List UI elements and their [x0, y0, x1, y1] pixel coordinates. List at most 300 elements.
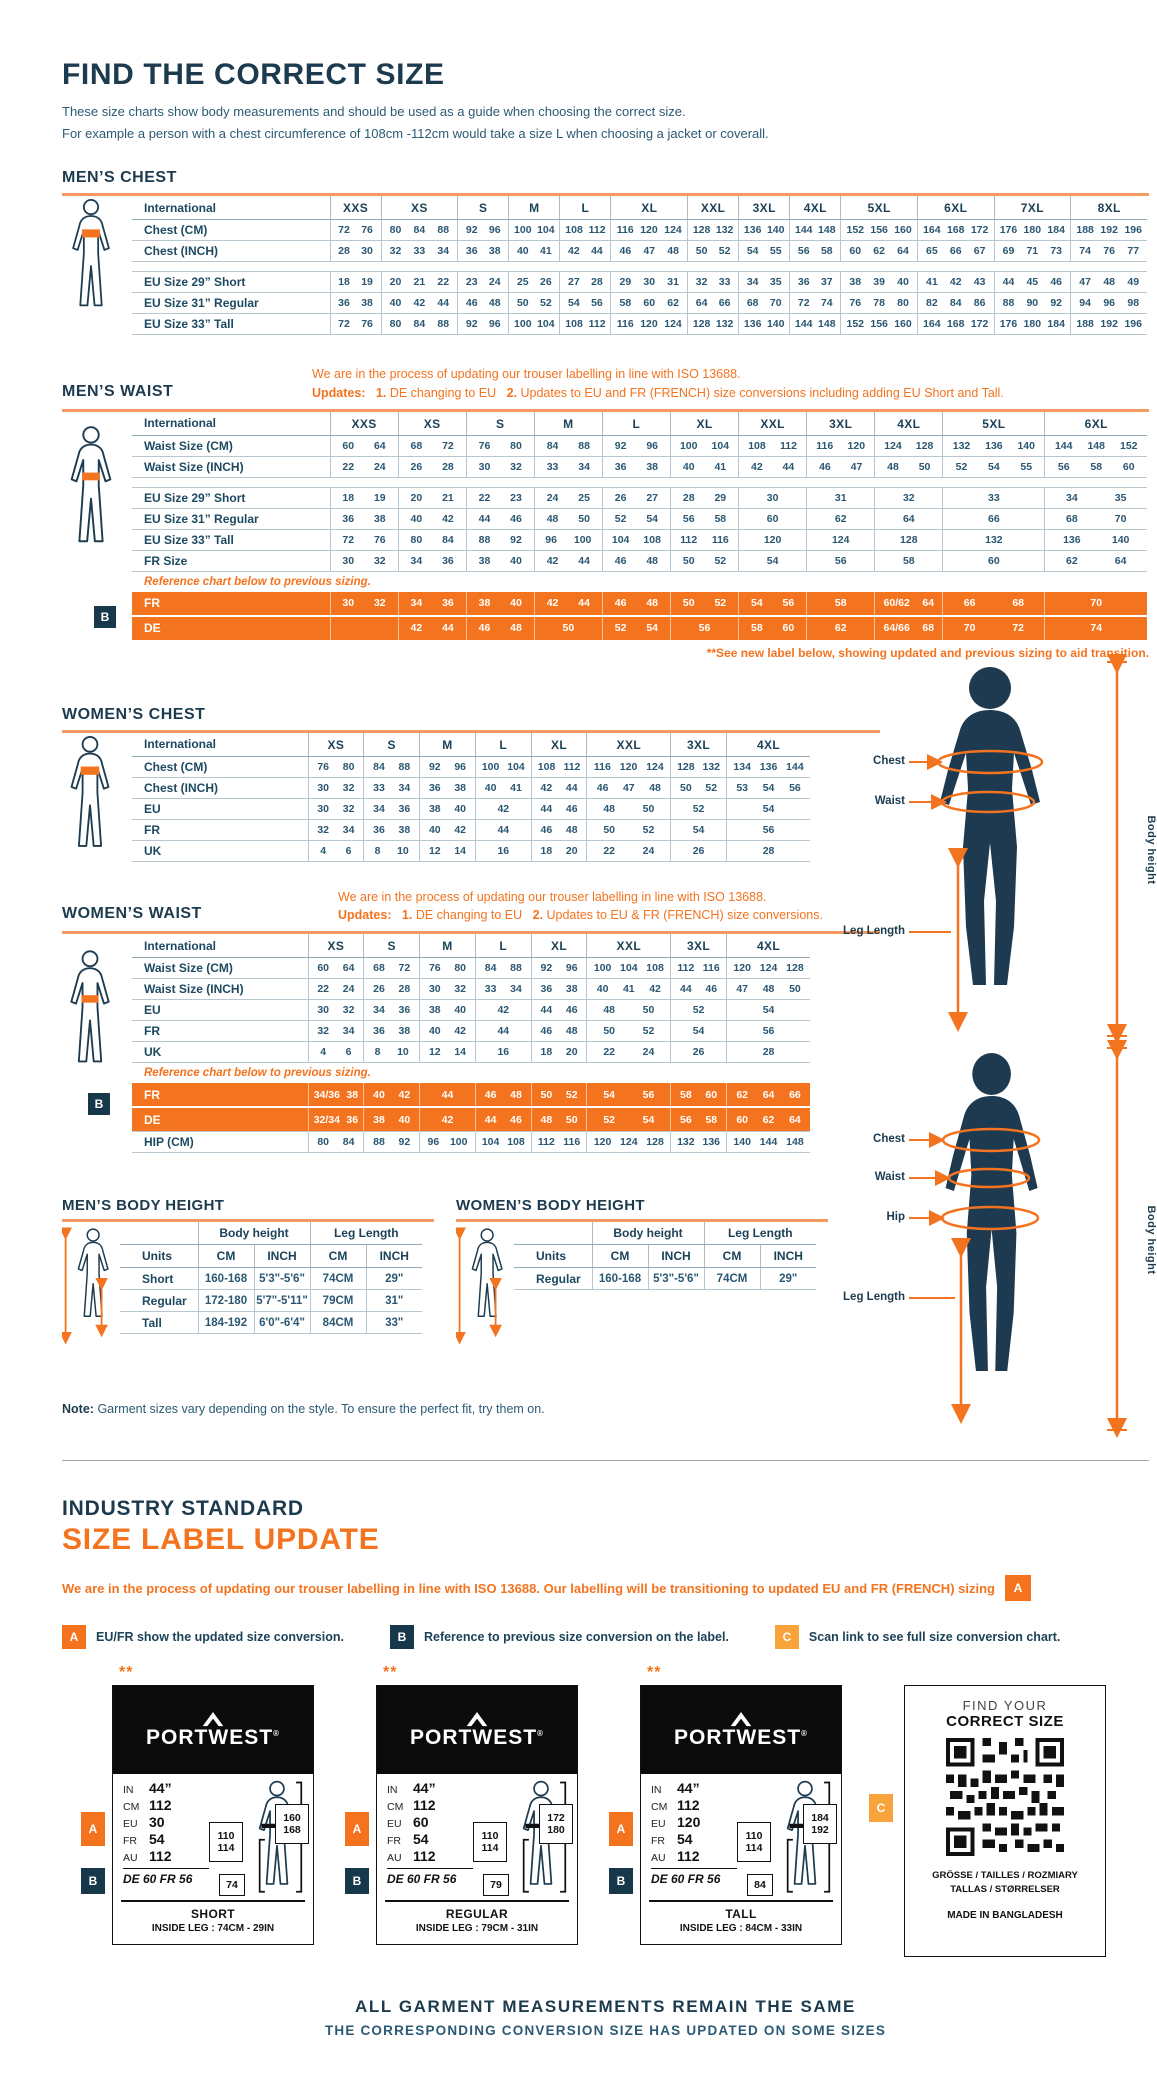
- size-cell: [308, 1132, 364, 1153]
- size-value: 20: [410, 491, 423, 504]
- row-label: DE: [132, 1107, 308, 1132]
- size-value: 140: [766, 318, 785, 330]
- size-value: 65: [926, 245, 938, 257]
- row-label: FR: [132, 819, 308, 840]
- size-cell: [739, 272, 790, 293]
- size-value: 41: [926, 276, 938, 288]
- size-value: 43: [973, 276, 986, 288]
- size-value: 56: [591, 297, 603, 309]
- row-label: UK: [132, 1042, 308, 1063]
- size-value: 116: [711, 533, 729, 546]
- size-value: 55: [1020, 460, 1033, 473]
- size-value: 70: [963, 622, 976, 634]
- size-value: 40: [510, 597, 522, 609]
- mens-chest-heading: MEN’S CHEST: [62, 169, 177, 186]
- column-header: XL: [670, 412, 738, 436]
- size-value: 56: [682, 512, 695, 525]
- size-value: 88: [1002, 297, 1015, 309]
- size-value: 44: [540, 802, 553, 815]
- size-cell: [364, 1042, 420, 1063]
- size-value: 56: [762, 1025, 775, 1037]
- table-row: Regular 172-180 5'7"-5'11" 79CM 31": [120, 1290, 422, 1312]
- size-value: 58: [834, 597, 847, 609]
- size-cell: [670, 529, 738, 550]
- table-row: [132, 477, 1147, 487]
- size-cell: [330, 272, 381, 293]
- size-cell: [917, 293, 994, 314]
- size-value: 48: [603, 1004, 615, 1016]
- size-value: 60: [988, 554, 1000, 567]
- table-row: [132, 456, 1147, 477]
- size-value: 136: [1063, 533, 1081, 546]
- size-value: 18: [540, 1046, 553, 1058]
- card-footer: TALL INSIDE LEG : 84CM - 33IN: [649, 1900, 833, 1934]
- size-cell: [398, 592, 466, 616]
- size-cell: [509, 272, 560, 293]
- size-value: 8: [374, 1046, 381, 1058]
- size-cell: [381, 220, 458, 241]
- size-value: 58: [820, 245, 833, 257]
- size-value: 10: [397, 1046, 409, 1058]
- size-value: 88: [478, 533, 491, 546]
- waist-measure-box: 110 114: [737, 1822, 771, 1862]
- made-in-text: MADE IN BANGLADESH: [947, 1909, 1063, 1921]
- size-cell: [466, 592, 534, 616]
- hip-label: Hip: [886, 1211, 905, 1223]
- size-value: 21: [442, 491, 454, 504]
- size-value: 66: [718, 297, 731, 309]
- size-value: 128: [786, 962, 804, 974]
- size-value: 50: [565, 1113, 578, 1126]
- column-header: M: [420, 934, 476, 958]
- size-value: 18: [338, 276, 350, 288]
- size-value: 128: [677, 760, 695, 773]
- row-label: Waist Size (INCH): [132, 979, 308, 1000]
- column-header: 5XL: [841, 196, 918, 220]
- size-value: 112: [780, 439, 797, 452]
- size-value: 32: [317, 823, 330, 836]
- size-value: 19: [373, 491, 386, 504]
- row-label: FR: [132, 1021, 308, 1042]
- male-figure-icon: [62, 415, 120, 565]
- header-row: [132, 412, 1147, 436]
- size-value: 42: [413, 297, 426, 309]
- size-cell: [875, 550, 943, 571]
- size-cell: [381, 314, 458, 335]
- legend-item-c: C Scan link to see full size conversion chart.: [775, 1625, 1060, 1649]
- size-value: 4: [320, 844, 327, 857]
- size-value: 46: [465, 297, 478, 309]
- size-value: 21: [413, 276, 426, 288]
- size-value: 19: [361, 276, 373, 288]
- size-cell: [475, 840, 531, 861]
- size-value: 164: [923, 224, 941, 236]
- size-cell: [587, 840, 671, 861]
- table-row: [132, 756, 810, 777]
- international-header: International: [132, 196, 330, 220]
- size-value: 34: [410, 597, 423, 609]
- size-value: 34: [746, 276, 759, 288]
- size-value: 56: [834, 554, 847, 567]
- size-value: 54: [988, 460, 1000, 473]
- womens-chest-heading: WOMEN’S CHEST: [62, 705, 206, 723]
- size-value: 26: [692, 844, 705, 857]
- size-value: 192: [1100, 318, 1118, 330]
- size-value: 80: [410, 533, 423, 546]
- size-value: 50: [789, 983, 801, 995]
- size-value: 92: [540, 962, 553, 974]
- reference-note: Reference chart below to previous sizing.: [132, 1063, 810, 1084]
- column-header: 4XL: [790, 196, 841, 220]
- size-value: 120: [593, 1136, 612, 1148]
- size-cell: [364, 1107, 420, 1132]
- row-label: EU Size 31” Regular: [132, 293, 330, 314]
- size-value: 38: [398, 1025, 411, 1037]
- size-cell: [466, 550, 534, 571]
- size-value: 74: [1079, 245, 1091, 257]
- size-value: 32: [510, 460, 522, 473]
- size-cell: [364, 756, 420, 777]
- size-value: 86: [973, 297, 986, 309]
- size-value: 52: [692, 802, 705, 815]
- column-header: XS: [308, 934, 364, 958]
- size-value: 96: [454, 760, 467, 773]
- size-cell: [364, 819, 420, 840]
- size-cell: [587, 1107, 671, 1132]
- size-value: 90: [1026, 297, 1039, 309]
- column-header: S: [364, 934, 420, 958]
- size-value: 64: [1114, 554, 1127, 567]
- row-label: FR: [132, 592, 330, 616]
- size-cell: [531, 819, 587, 840]
- size-cell: [671, 819, 727, 840]
- size-cell: [330, 508, 398, 529]
- size-cell: [670, 550, 738, 571]
- size-value: 104: [711, 439, 730, 452]
- size-value: 92: [428, 760, 441, 773]
- size-value: 120: [619, 760, 638, 773]
- size-value: 120: [733, 962, 751, 974]
- size-value: 73: [1050, 245, 1063, 257]
- label-cards-row: [88, 1664, 1149, 1957]
- size-value: 32: [342, 1004, 355, 1016]
- size-cell: [602, 529, 670, 550]
- size-value: 20: [565, 844, 578, 857]
- size-value: 36: [373, 1025, 385, 1037]
- size-cell: [475, 1132, 531, 1153]
- size-value: 44: [442, 622, 454, 634]
- size-value: 76: [361, 224, 373, 236]
- size-value: 28: [591, 276, 603, 288]
- size-value: 35: [769, 276, 782, 288]
- size-value: 22: [603, 844, 615, 857]
- column-header: S: [466, 412, 534, 436]
- size-cell: [841, 314, 918, 335]
- size-cell: [420, 840, 476, 861]
- size-fields: IN 44” CM 112 EU 30 FR 54 AU 112: [123, 1780, 172, 1864]
- body-height-label: Body height: [1145, 815, 1157, 885]
- size-value: 100: [514, 318, 532, 330]
- size-value: 36: [398, 1004, 411, 1016]
- size-value: 84: [413, 224, 426, 236]
- size-value: 196: [1124, 224, 1142, 236]
- size-value: 112: [680, 533, 698, 546]
- size-cell: [308, 777, 364, 798]
- size-value: 54: [603, 1088, 615, 1101]
- size-value: 80: [510, 439, 522, 452]
- size-value: 44: [478, 512, 491, 525]
- row-label: EU: [132, 798, 308, 819]
- size-cell: [875, 592, 943, 616]
- size-cell: [308, 1021, 364, 1042]
- size-value: 38: [398, 823, 411, 836]
- size-value: 60: [782, 622, 795, 634]
- size-cell: [1045, 529, 1147, 550]
- size-value: 36: [465, 245, 478, 257]
- size-cell: [364, 1083, 420, 1107]
- size-value: 25: [516, 276, 529, 288]
- size-value: 26: [614, 491, 627, 504]
- size-value: 53: [736, 781, 748, 794]
- size-value: 38: [428, 1004, 441, 1016]
- size-cell: [398, 435, 466, 456]
- size-cell: [364, 798, 420, 819]
- size-cell: [420, 1000, 476, 1021]
- size-value: 48: [546, 512, 559, 525]
- size-cell: [330, 529, 398, 550]
- size-value: 40: [596, 983, 609, 995]
- portwest-mark-icon: [464, 1712, 490, 1727]
- size-value: 22: [317, 983, 330, 995]
- size-value: 80: [389, 318, 402, 330]
- size-value: 69: [1002, 245, 1015, 257]
- size-value: 46: [510, 1113, 522, 1126]
- size-value: 132: [715, 224, 734, 236]
- size-cell: [994, 314, 1071, 335]
- industry-standard-heading: INDUSTRY STANDARD: [62, 1497, 304, 1520]
- size-cell: [531, 798, 587, 819]
- size-value: 32/34: [313, 1113, 340, 1126]
- portwest-logo: PORTWEST®: [113, 1686, 313, 1774]
- size-value: 76: [317, 760, 330, 773]
- table-row: [132, 1132, 810, 1153]
- size-value: 98: [1127, 297, 1140, 309]
- spacer-row: [132, 477, 1147, 487]
- row-label: HIP (CM): [132, 1132, 308, 1153]
- size-cell: [994, 220, 1071, 241]
- size-cell: [841, 272, 918, 293]
- size-value: 50: [680, 781, 692, 794]
- size-cell: [330, 293, 381, 314]
- size-value: 148: [818, 318, 836, 330]
- size-value: 54: [692, 1025, 705, 1037]
- size-value: 124: [831, 533, 850, 546]
- size-cell: [611, 220, 688, 241]
- size-value: 120: [763, 533, 782, 546]
- qr-code-icon: [946, 1738, 1064, 1856]
- size-cell: [509, 314, 560, 335]
- table-row: [132, 798, 810, 819]
- size-cell: [943, 487, 1045, 508]
- size-cell: [364, 958, 420, 979]
- size-cell: [943, 456, 1045, 477]
- size-cell: [466, 508, 534, 529]
- size-value: 38: [373, 512, 386, 525]
- size-value: 40: [454, 802, 467, 815]
- badge-b-icon: B: [390, 1625, 414, 1649]
- row-label: Chest (CM): [132, 756, 308, 777]
- group-leg-length: Leg Length: [704, 1222, 816, 1245]
- size-cell: [726, 1107, 810, 1132]
- table-row: [132, 1107, 810, 1132]
- size-value: 176: [999, 318, 1018, 330]
- column-header: 3XL: [671, 934, 727, 958]
- size-value: 42: [750, 460, 763, 473]
- size-value: 41: [622, 983, 635, 995]
- size-value: 48: [510, 1088, 522, 1101]
- iso-note: We are in the process of updating our trouser labelling in line with ISO 13688.: [338, 889, 767, 904]
- table-row: [132, 979, 810, 1000]
- size-value: 152: [1120, 439, 1138, 452]
- size-value: 112: [563, 760, 581, 773]
- size-cell: [739, 220, 790, 241]
- womens-body-height-heading: WOMEN’S BODY HEIGHT: [456, 1197, 645, 1214]
- womens-waist-heading: WOMEN’S WAIST: [62, 905, 202, 922]
- size-value: 48: [649, 781, 661, 794]
- size-value: 46: [614, 597, 627, 609]
- size-value: 32: [342, 802, 355, 815]
- header-row: [132, 733, 810, 757]
- size-cell: [807, 508, 875, 529]
- size-value: 26: [373, 983, 385, 995]
- table-row: Regular 160-168 5'3"-5'6" 74CM 29": [514, 1268, 816, 1290]
- size-value: 70: [769, 297, 782, 309]
- column-header: 6XL: [917, 196, 994, 220]
- group-leg-length: Leg Length: [310, 1222, 422, 1245]
- male-measurement-figure: [815, 650, 1157, 1050]
- size-value: 116: [563, 1136, 581, 1148]
- size-cell: [841, 293, 918, 314]
- size-cell: [475, 1021, 531, 1042]
- size-value: 64: [897, 245, 909, 257]
- size-value: 46: [1050, 276, 1063, 288]
- size-value: 56: [797, 245, 810, 257]
- size-value: 76: [478, 439, 491, 452]
- size-value: 60: [849, 245, 862, 257]
- size-value: 54: [568, 297, 580, 309]
- size-value: 48: [603, 802, 615, 815]
- table-row: [132, 1042, 810, 1063]
- size-cell: [943, 508, 1045, 529]
- column-header: M: [509, 196, 560, 220]
- stars-marker: **: [647, 1664, 662, 1681]
- size-cell: [671, 756, 727, 777]
- size-value: 36: [342, 512, 355, 525]
- size-value: 42: [568, 245, 580, 257]
- size-cell: [670, 487, 738, 508]
- size-cell: [726, 1000, 810, 1021]
- size-value: 58: [619, 297, 632, 309]
- size-value: 76: [428, 962, 441, 974]
- size-table: [132, 412, 1147, 640]
- size-cell: [602, 487, 670, 508]
- size-table: [132, 733, 810, 862]
- waist-measure-box: 110 114: [473, 1822, 507, 1862]
- size-value: 60: [643, 297, 656, 309]
- size-value: 44: [578, 554, 590, 567]
- size-value: 32: [373, 597, 386, 609]
- size-value: 72: [398, 962, 411, 974]
- size-value: 46: [596, 781, 609, 794]
- size-cell: [587, 979, 671, 1000]
- previous-sizing: DE 60 FR 56: [123, 1868, 209, 1886]
- size-cell: [917, 314, 994, 335]
- size-value: 38: [346, 1088, 359, 1101]
- size-value: 128: [692, 318, 711, 330]
- badge-b-icon: B: [609, 1868, 633, 1894]
- table-row: [132, 1063, 810, 1084]
- size-value: 64: [373, 439, 386, 452]
- size-value: 128: [646, 1136, 664, 1148]
- size-cell: [688, 293, 739, 314]
- size-value: 112: [677, 962, 695, 974]
- size-cell: [994, 272, 1071, 293]
- column-header: XL: [531, 934, 587, 958]
- size-value: 48: [565, 823, 578, 836]
- size-value: 29: [714, 491, 727, 504]
- size-value: 54: [642, 1113, 655, 1126]
- international-header: International: [132, 733, 308, 757]
- size-cell: [726, 958, 810, 979]
- table-row: [132, 819, 810, 840]
- leg-measure-box: 84: [747, 1874, 773, 1896]
- size-value: 84: [413, 318, 426, 330]
- size-value: 28: [682, 491, 695, 504]
- size-cell: [875, 456, 943, 477]
- label-card-tall: [616, 1664, 842, 1945]
- size-cell: [1071, 220, 1148, 241]
- size-value: 33: [718, 276, 731, 288]
- size-value: 132: [702, 760, 721, 773]
- mens-chest-table: [132, 196, 1149, 335]
- size-value: 134: [733, 760, 751, 773]
- table-row: [132, 1083, 810, 1107]
- size-cell: [531, 840, 587, 861]
- size-cell: [475, 979, 531, 1000]
- mens-body-height-heading: MEN’S BODY HEIGHT: [62, 1197, 225, 1214]
- size-value: 42: [540, 781, 553, 794]
- size-value: 70: [1114, 512, 1127, 525]
- size-value: 54: [746, 245, 759, 257]
- size-cell: [466, 529, 534, 550]
- size-cell: [420, 1021, 476, 1042]
- size-value: 96: [565, 962, 578, 974]
- size-cell: [531, 1042, 587, 1063]
- row-label: EU Size 33” Tall: [132, 529, 330, 550]
- size-value: 188: [1076, 224, 1094, 236]
- size-value: 50: [603, 823, 615, 836]
- size-value: 42: [546, 597, 559, 609]
- size-cell: [458, 314, 509, 335]
- size-value: 52: [705, 781, 718, 794]
- size-value: 88: [398, 760, 411, 773]
- size-cell: [534, 529, 602, 550]
- waist-label: Waist: [874, 795, 905, 807]
- size-value: 64: [902, 512, 915, 525]
- size-value: 136: [743, 224, 762, 236]
- size-value: 77: [1127, 245, 1140, 257]
- page-title: FIND THE CORRECT SIZE: [62, 58, 445, 91]
